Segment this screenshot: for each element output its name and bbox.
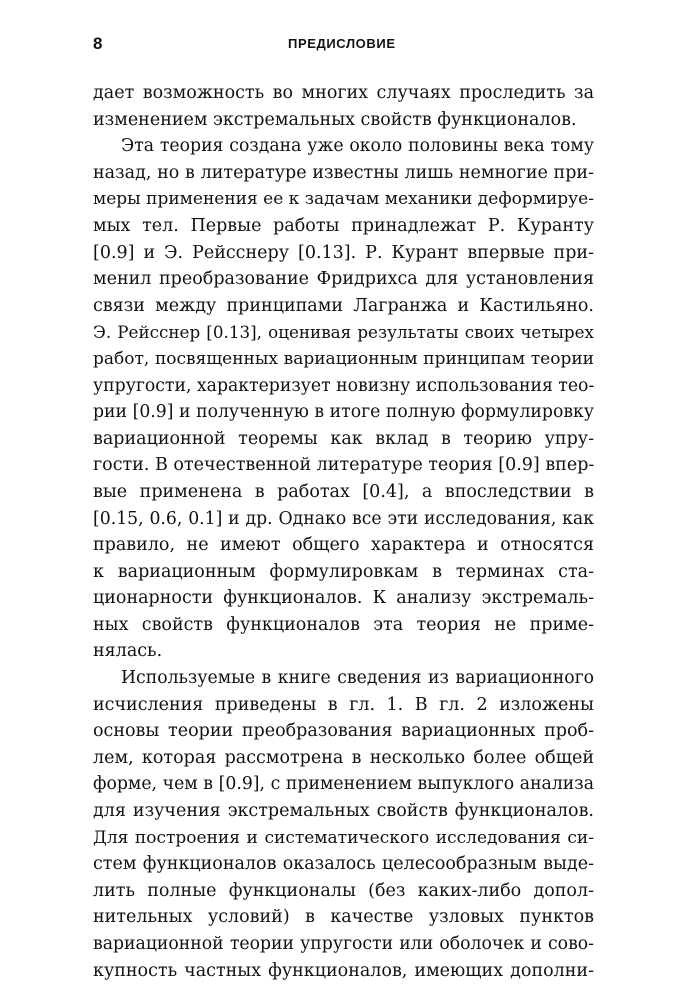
page-number: 8 (93, 34, 103, 53)
text-line: нительных условий) в качестве узловых пунктов (93, 907, 594, 928)
text-line: гости. В отечественной литературе теория [0.9] впер- (93, 455, 595, 476)
text-line: купность частных функционалов, имеющих дополни- (93, 960, 594, 981)
text-line: [0.9] и Э. Рейсснеру [0.13]. Р. Курант впервые при- (93, 242, 594, 263)
text-line: менил преобразование Фридрихса для установления (93, 269, 594, 290)
paragraph-2 (93, 133, 594, 665)
text-line: для изучения экстремальных свойств функционалов. (93, 801, 594, 822)
text-line: меры применения ее к задачам механики деформируе- (93, 189, 594, 210)
text-line: Э. Рейсснер [0.13], оценивая результаты своих четырех (93, 322, 594, 343)
text-line: рии [0.9] и полученную в итоге полную формулировку (93, 402, 594, 423)
running-title: ПРЕДИСЛОВИЕ (288, 36, 396, 51)
text-line: стем функционалов оказалось целесообразным выде- (93, 854, 594, 875)
text-line: назад, но в литературе известны лишь немногие при- (93, 162, 594, 183)
paragraph-1 (93, 80, 594, 133)
page-header (93, 34, 594, 56)
text-line: лить полные функционалы (без каких-либо допол- (93, 880, 594, 901)
text-line: вариационной теории упругости или оболочек и сово- (93, 934, 594, 954)
text-line: форме, чем в [0.9], с применением выпуклого анализа (93, 774, 594, 795)
text-line: нялась. (93, 641, 163, 662)
paragraph-3 (93, 665, 594, 984)
text-line: правило, не имеют общего характера и относятся (93, 535, 594, 556)
text-line: дает возможность во многих случаях проследить за (93, 83, 594, 103)
text-line: упругости, характеризует новизну использования тео- (93, 375, 595, 396)
text-line: к вариационным формулировкам в терминах ста- (93, 561, 594, 582)
text-line: Эта теория создана уже около половины века тому (121, 136, 594, 157)
body-text (93, 80, 594, 984)
text-line: ционарности функционалов. К анализу экстремаль- (93, 588, 594, 609)
text-line: вые применена в работах [0.4], а впоследствии в (93, 481, 594, 502)
text-line: [0.15, 0.6, 0.1] и др. Однако все эти исследования, как (93, 508, 594, 529)
text-line: лем, которая рассмотрена в несколько более общей (93, 747, 594, 768)
text-line: связи между принципами Лагранжа и Кастильяно. (93, 295, 594, 316)
text-line: изменением экстремальных свойств функционалов. (93, 109, 577, 130)
text-line: основы теории преобразования вариационных проб- (93, 721, 594, 742)
text-line: исчисления приведены в гл. 1. В гл. 2 изложены (93, 694, 594, 715)
text-line: мых тел. Первые работы принадлежат Р. Куранту (93, 215, 594, 236)
text-line: ных свойств функционалов эта теория не приме- (93, 614, 594, 635)
text-line: Используемые в книге сведения из вариационного (121, 668, 594, 689)
text-line: работ, посвященных вариационным принципам теории (93, 348, 594, 369)
text-line: Для построения и систематического исследования си- (93, 827, 594, 848)
text-line: вариационной теоремы как вклад в теорию упру- (93, 428, 594, 449)
